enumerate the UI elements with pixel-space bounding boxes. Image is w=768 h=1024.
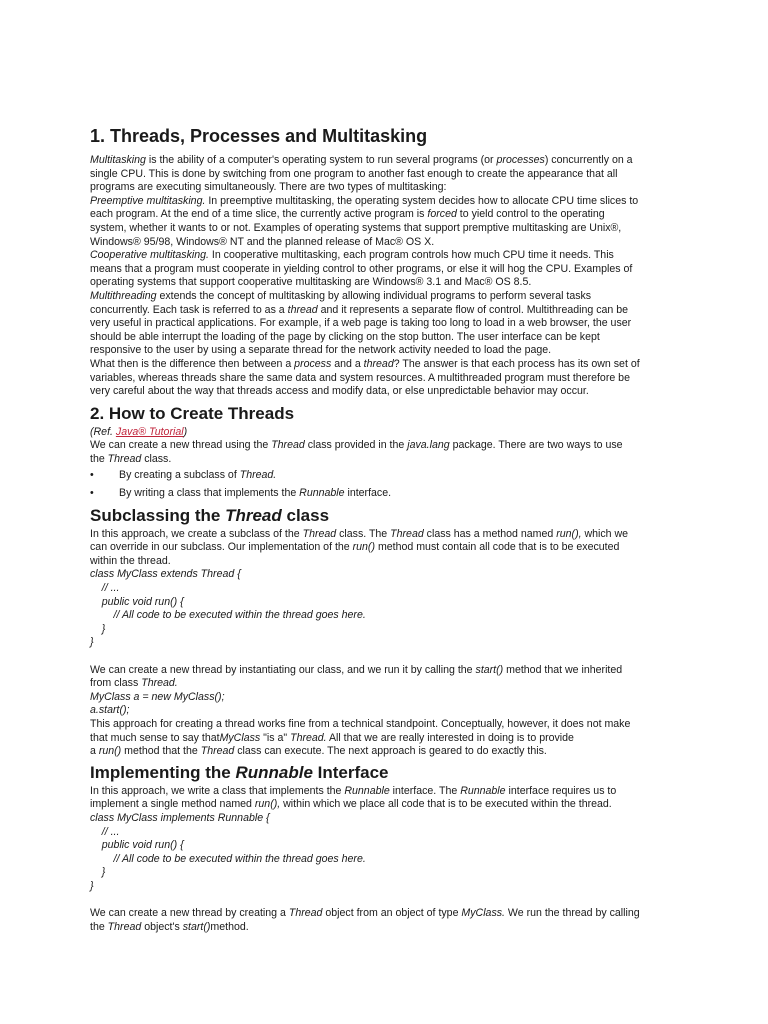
code-subclass: class MyClass extends Thread { // ... public void run() { // All code to be executed within the thread goes here. } } [90, 568, 366, 649]
reference-line: (Ref. Java® Tutorial) [90, 425, 188, 438]
paragraph-difference: What then is the difference then between a process and a thread? The answer is that each process has its own set of variables, whereas threads share the same data and system resources. A multithreaded program must therefore be very careful about the way that threads access and modify data, or else unpredictable behavior may occur. [90, 357, 640, 398]
paragraph-thread-object: We can create a new thread by creating a Thread object from an object of type MyClass. We run the thread by calling the Thread object's start()method. [90, 907, 640, 933]
list-item: • By creating a subclass of Thread. [90, 469, 277, 482]
section-1-heading: 1. Threads, Processes and Multitasking [90, 126, 428, 146]
code-runnable: class MyClass implements Runnable { // ... public void run() { // All code to be executed within the thread goes here. } } [90, 811, 366, 892]
paragraph-runnable-approach: In this approach, we write a class that implements the Runnable interface. The Runnable interface requires us to implement a single method named run(), within which we place all code that is to be executed within the thread. [90, 784, 617, 811]
paragraph-subclass-approach: In this approach, we create a subclass of the Thread class. The Thread class has a method named run(), which we can override in our subclass. Our implementation of the run() method must contain all code that is to be executed within the thread. [90, 527, 629, 567]
paragraph-create-thread: We can create a new thread using the Thread class provided in the java.lang package. There are two ways to use the Thread class. [90, 439, 623, 465]
java-tutorial-link[interactable]: Java® Tutorial [115, 425, 184, 438]
section-2-heading: 2. How to Create Threads [90, 403, 295, 423]
code-start: MyClass a = new MyClass(); a.start(); [90, 690, 225, 717]
list-item: • By writing a class that implements the Runnable interface. [90, 487, 392, 500]
ways-list [90, 469, 678, 500]
paragraph-preemptive: Preemptive multitasking. In preemptive multitasking, the operating system decides how to allocate CPU time slices to each program. At the end of a time slice, the currently active program is forced to yield control to the operating system, whether it wants to or not. Examples of operating systems that support premptive multitasking are Unix®, Windows® 95/98, Windows® NT and the planned release of Mac® OS X. [90, 194, 639, 248]
paragraph-multitasking: Multitasking is the ability of a computer's operating system to run several programs (or processes) concurrently on a single CPU. This is done by switching from one program to another fast enough to create the appearance that all programs are executing simultaneously. There are two types of multitasking: [90, 154, 633, 194]
paragraph-multithreading: Multithreading extends the concept of multitasking by allowing individual programs to perform several tasks concurrently. Each task is referred to as a thread and it represents a separate flow of control. Multithreading can be very useful in practical applications. For example, if a web page is taking too long to load in a web browser, the user should be able interrupt the loading of the page by clicking on the stop button. The user interface can be kept responsive to the user by using a separate thread for the network activity needed to load the page. [90, 289, 632, 357]
paragraph-cooperative: Cooperative multitasking. In cooperative multitasking, each program controls how much CPU time it needs. This means that a program must cooperate in yielding control to other programs, or else it will hog the CPU. Examples of operating systems that support cooperative multitasking are Windows® 3.1 and Mac® OS 8.5. [90, 249, 633, 289]
runnable-heading: Implementing the Runnable Interface [90, 762, 389, 782]
paragraph-instantiate: We can create a new thread by instantiating our class, and we run it by calling the start() method that we inherited from class Thread. [90, 663, 623, 690]
paragraph-approach-note: This approach for creating a thread works fine from a technical standpoint. Conceptually, however, it does not make that much sense to say thatMyClass "is a" Thread. All that we are really interested in doing is to provide a run() method that the Thread class can execute. The next approach is geared to do exactly this. [90, 717, 631, 758]
document-content [90, 123, 678, 934]
subclassing-heading: Subclassing the Thread class [90, 505, 330, 525]
